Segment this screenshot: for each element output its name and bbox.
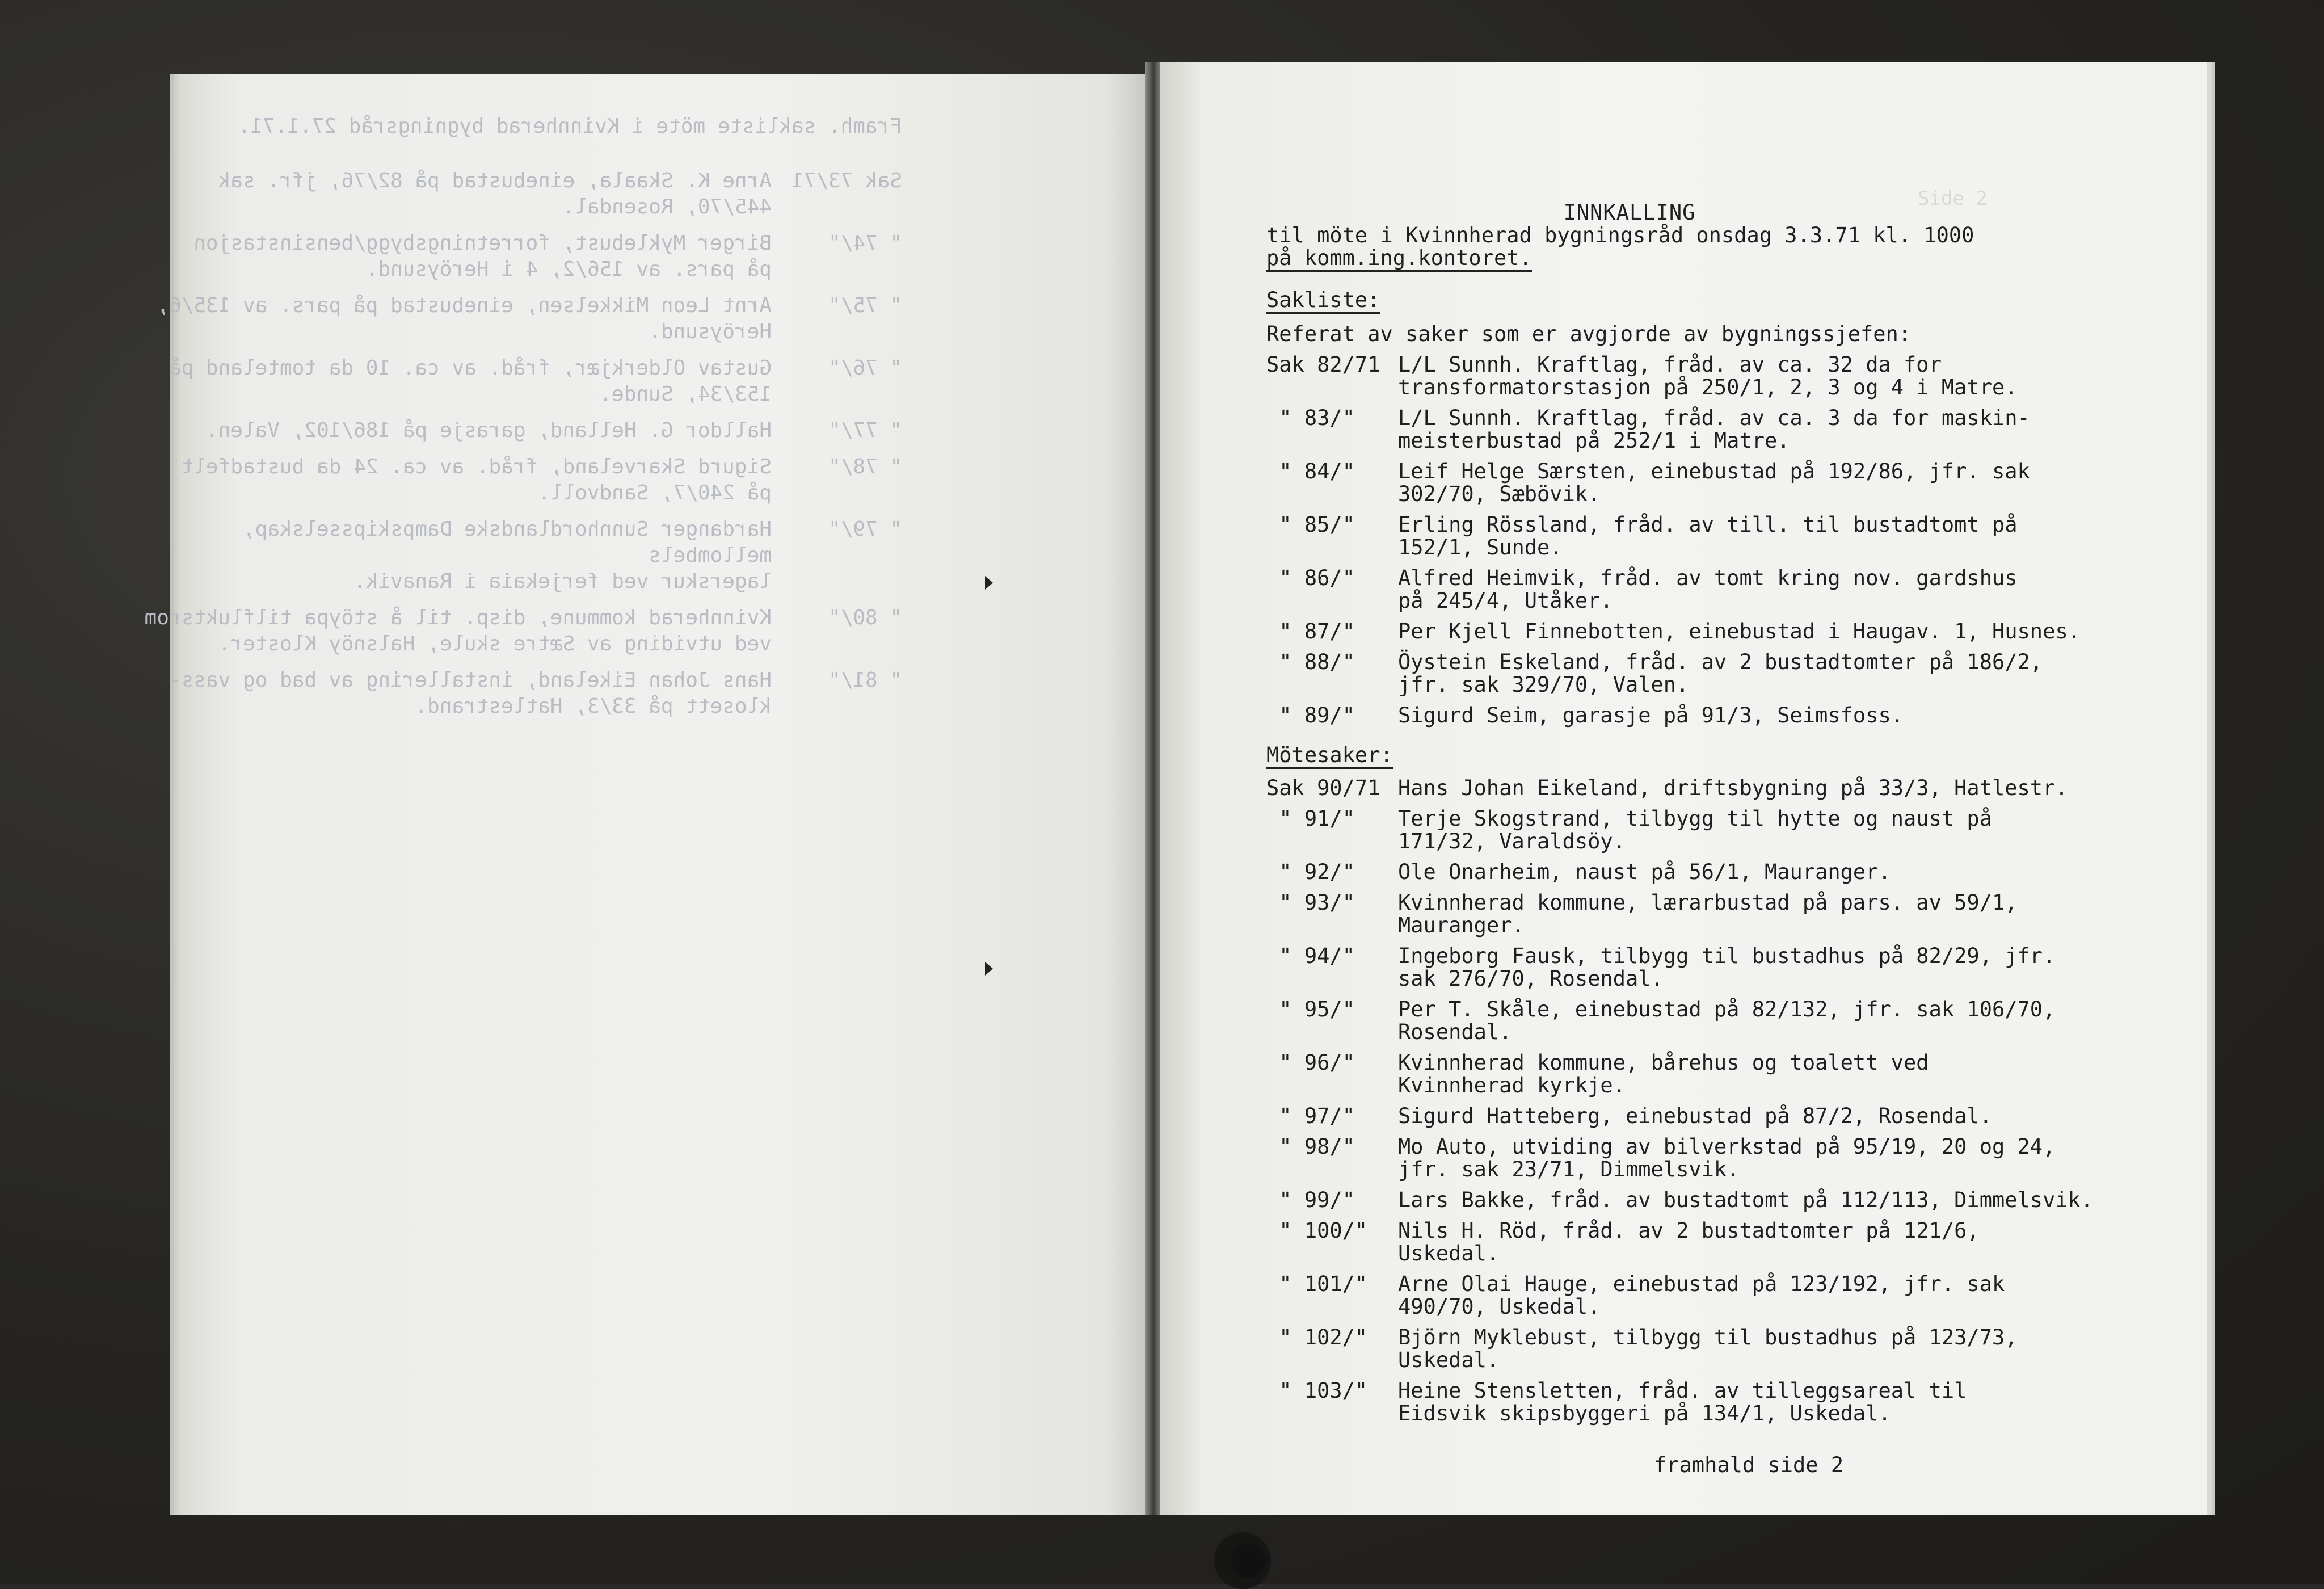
mirrored-case-description: Hans Johan Eikeland, installering av bad og vass- klosett på 33/3, Hatlestrand. — [169, 669, 772, 718]
mirrored-case-item — [108, 605, 902, 657]
case-number: " 100/" — [1266, 1218, 1368, 1243]
case-item — [1266, 704, 2106, 727]
sakliste-heading: Sakliste: — [1266, 289, 1380, 314]
meeting-info-line-2: på komm.ing.kontoret. — [1266, 247, 1532, 272]
case-number: Sak 82/71 — [1266, 352, 1380, 377]
continuation-note: framhald side 2 — [1654, 1453, 1844, 1477]
case-item — [1266, 945, 2106, 990]
case-description: Björn Myklebust, tilbygg til bustadhus på 123/73, Uskedal. — [1398, 1325, 2018, 1372]
mirrored-case-description: Arnt Leon Mikkelsen, einebustad på pars. av 135/6, Heröysund. — [157, 294, 772, 343]
case-description: Sigurd Seim, garasje på 91/3, Seimsfoss. — [1398, 703, 1904, 728]
case-number: " 101/" — [1266, 1272, 1368, 1296]
book-spine — [1145, 62, 1162, 1515]
case-item — [1266, 1220, 2106, 1265]
mirrored-case-number: " 79/" — [828, 518, 902, 541]
mirrored-case-description: Gustav Olderkjær, fråd. av ca. 10 da tomteland på 153/34, Sunde. — [169, 356, 772, 406]
fastener-dot — [1231, 1544, 1265, 1578]
case-description: Alfred Heimvik, fråd. av tomt kring nov. gardshus på 245/4, Utåker. — [1398, 566, 2018, 613]
case-item — [1266, 1052, 2106, 1097]
case-item — [1266, 1273, 2106, 1318]
referat-intro: Referat av saker som er avgjorde av bygningssjefen: — [1266, 322, 1912, 346]
mirrored-case-number: " 76/" — [828, 356, 902, 380]
case-description: Ole Onarheim, naust på 56/1, Mauranger. — [1398, 860, 1891, 884]
case-description: L/L Sunnh. Kraftlag, fråd. av ca. 32 da for transformatorstasjon på 250/1, 2, 3 og 4 i Matre. — [1398, 352, 2018, 400]
case-number: " 94/" — [1266, 944, 1355, 968]
case-number: " 102/" — [1266, 1325, 1368, 1350]
case-item — [1266, 777, 2106, 800]
mirrored-case-description: Sigurd Skarveland, fråd. av ca. 24 da bustadfelt på 240/7, Sandvoll. — [181, 455, 772, 505]
case-description: Sigurd Hatteberg, einebustad på 87/2, Rosendal. — [1398, 1104, 1992, 1128]
case-description: Terje Skogstrand, tilbygg til hytte og naust på 171/32, Varaldsöy. — [1398, 806, 1992, 854]
document-title: INNKALLING — [1563, 200, 1696, 225]
case-number: " 103/" — [1266, 1378, 1368, 1403]
case-item — [1266, 354, 2106, 399]
case-item — [1266, 460, 2106, 506]
case-description: Hans Johan Eikeland, driftsbygning på 33/3, Hatlestr. — [1398, 776, 2068, 800]
case-description: Öystein Eskeland, fråd. av 2 bustadtomter på 186/2, jfr. sak 329/70, Valen. — [1398, 650, 2043, 697]
case-item — [1266, 1136, 2106, 1181]
case-number: " 95/" — [1266, 997, 1355, 1022]
case-number: " 92/" — [1266, 860, 1355, 884]
meeting-info-line-1: til möte i Kvinnherad bygningsråd onsdag 3.3.71 kl. 1000 — [1266, 223, 1974, 247]
case-item — [1266, 514, 2106, 559]
case-item — [1266, 567, 2106, 612]
case-description: Arne Olai Hauge, einebustad på 123/192, jfr. sak 490/70, Uskedal. — [1398, 1272, 2005, 1319]
case-item — [1266, 1189, 2106, 1212]
case-item — [1266, 1326, 2106, 1372]
case-description: Mo Auto, utviding av bilverkstad på 95/19, 20 og 24, jfr. sak 23/71, Dimmelsvik. — [1398, 1134, 2056, 1182]
case-description: Erling Rössland, fråd. av till. til bustadtomt på 152/1, Sunde. — [1398, 512, 2018, 560]
case-number: " 96/" — [1266, 1050, 1355, 1075]
motesaker-list — [1266, 777, 2106, 1425]
mirrored-case-item — [108, 454, 902, 506]
case-description: Per T. Skåle, einebustad på 82/132, jfr. sak 106/70, Rosendal. — [1398, 997, 2056, 1044]
case-item — [1266, 651, 2106, 696]
case-item — [1266, 620, 2106, 643]
case-number: " 98/" — [1266, 1134, 1355, 1159]
case-number: " 84/" — [1266, 459, 1355, 484]
case-item — [1266, 407, 2106, 452]
mirrored-case-description: Birger Myklebust, forretningsbygg/bensinstasjon på pars. av 156/2, 4 i Heröysund. — [193, 232, 772, 281]
case-number: " 88/" — [1266, 650, 1355, 674]
case-description: Per Kjell Finnebotten, einebustad i Haugav. 1, Husnes. — [1398, 619, 2081, 644]
case-number: " 91/" — [1266, 806, 1355, 831]
case-number: Sak 90/71 — [1266, 776, 1380, 800]
mirrored-case-item — [108, 418, 902, 444]
case-number: " 89/" — [1266, 703, 1355, 728]
case-number: " 85/" — [1266, 512, 1355, 537]
mirrored-case-description: Hardanger Sunnhordlandske Dampskipsselskap, mellombels lagerskur ved ferjekaia i Ranavik. — [243, 518, 772, 593]
mirrored-case-item — [108, 516, 902, 595]
mirrored-case-item — [108, 667, 902, 720]
mirrored-case-number: " 74/" — [828, 232, 902, 255]
case-description: Kvinnherad kommune, bårehus og toalett ved Kvinnherad kyrkje. — [1398, 1050, 1929, 1098]
left-page-bleedthrough-text — [108, 114, 902, 730]
mirrored-header: Framh. sakliste möte i Kvinnherad bygningsråd 27.1.71. — [238, 115, 902, 138]
case-number: " 87/" — [1266, 619, 1355, 644]
case-item — [1266, 808, 2106, 853]
case-number: " 97/" — [1266, 1104, 1355, 1128]
mirrored-case-number: " 80/" — [828, 606, 902, 629]
mirrored-case-item — [108, 355, 902, 407]
case-description: Lars Bakke, fråd. av bustadtomt på 112/113, Dimmelsvik. — [1398, 1188, 2094, 1212]
case-item — [1266, 998, 2106, 1044]
case-item — [1266, 861, 2106, 884]
case-item — [1266, 1105, 2106, 1128]
mirrored-case-description: Halldor G. Helland, garasje på 186/102, Valen. — [206, 419, 772, 442]
case-description: Nils H. Röd, fråd. av 2 bustadtomter på 121/6, Uskedal. — [1398, 1218, 1980, 1266]
case-number: " 86/" — [1266, 566, 1355, 590]
mirrored-case-item — [108, 293, 902, 345]
case-number: " 93/" — [1266, 890, 1355, 915]
mirrored-case-number: " 75/" — [828, 294, 902, 317]
case-description: Ingeborg Fausk, tilbygg til bustadhus på 82/29, jfr. sak 276/70, Rosendal. — [1398, 944, 2056, 991]
mirrored-case-description: Kvinnherad kommune, disp. til å stöypa tilfluktsrom ved utviding av Sætre skule, Halsnöy Kloster. — [144, 606, 772, 655]
mirrored-case-number: " 81/" — [828, 669, 902, 692]
mirrored-case-number: " 77/" — [828, 419, 902, 442]
mirrored-case-item — [108, 168, 902, 220]
binding-mark-icon — [985, 576, 993, 590]
case-description: Kvinnherad kommune, lærarbustad på pars. av 59/1, Mauranger. — [1398, 890, 2018, 938]
case-item — [1266, 1380, 2106, 1425]
referat-list — [1266, 354, 2106, 727]
case-description: Heine Stensletten, fråd. av tilleggsareal til Eidsvik skipsbyggeri på 134/1, Uskedal. — [1398, 1378, 1967, 1426]
mirrored-case-description: Arne K. Skaala, einebustad på 82/76, jfr. sak 445/70, Rosendal. — [218, 169, 772, 218]
case-description: Leif Helge Særsten, einebustad på 192/86, jfr. sak 302/70, Sæbövik. — [1398, 459, 2030, 506]
faint-page-number: Side 2 — [1918, 187, 1988, 210]
mirrored-case-number: " 78/" — [828, 455, 902, 478]
case-number: " 99/" — [1266, 1188, 1355, 1212]
mirrored-case-number: Sak 73/71 — [791, 169, 902, 192]
case-description: L/L Sunnh. Kraftlag, fråd. av ca. 3 da for maskin- meisterbustad på 252/1 i Matre. — [1398, 406, 2030, 453]
mirrored-case-item — [108, 230, 902, 283]
case-item — [1266, 892, 2106, 937]
case-number: " 83/" — [1266, 406, 1355, 430]
motesaker-heading: Mötesaker: — [1266, 744, 1393, 769]
binding-mark-icon — [985, 962, 993, 976]
document-body — [1266, 201, 2106, 1425]
